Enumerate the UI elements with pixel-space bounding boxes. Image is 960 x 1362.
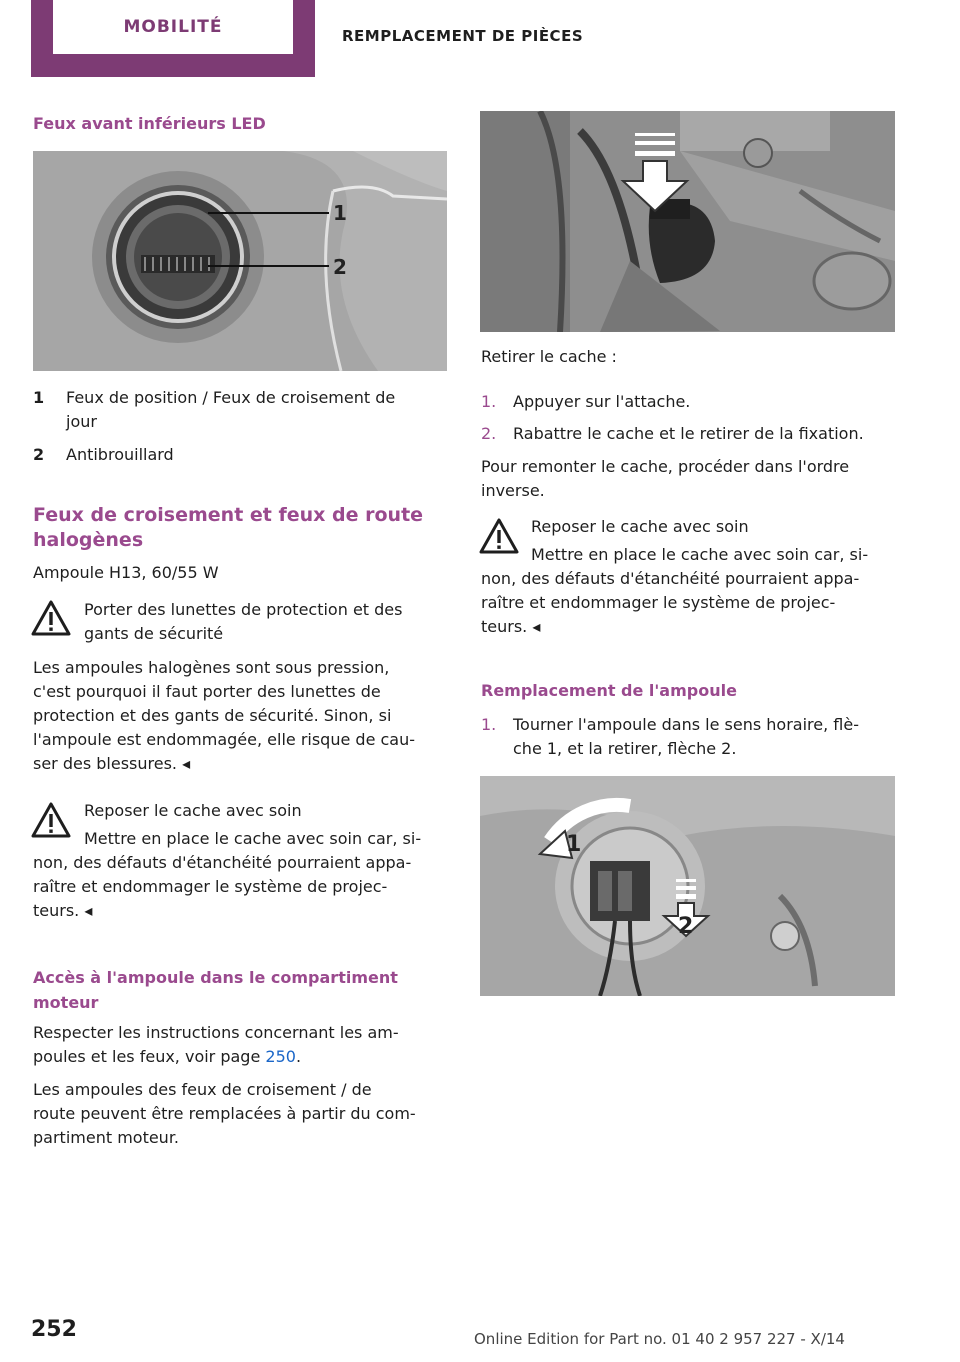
bulb-step1-line1: Tourner l'ampoule dans le sens horaire, flè‐ [513, 715, 859, 734]
para2-line: partiment moteur. [33, 1128, 180, 1147]
warning1-body [33, 656, 415, 776]
legend-text-1a: Feux de position / Feux de croisement de [66, 388, 396, 407]
warning2-body-line: non, des défauts d'étanchéité pourraient appa‐ [33, 853, 412, 872]
para2-line: Les ampoules des feux de croisement / de [33, 1080, 372, 1099]
chapter-title: MOBILITÉ [53, 0, 293, 54]
led-light-illustration [33, 151, 447, 371]
legend-text-1b: jour [66, 412, 97, 431]
engine-compartment-illustration [480, 111, 895, 332]
fig1-callout-1: 1 [333, 201, 347, 225]
para1-prefix: poules et les feux, voir page [33, 1047, 266, 1066]
warning-triangle-icon [479, 518, 519, 554]
para2 [33, 1078, 416, 1150]
bulb-spec: Ampoule H13, 60/55 W [33, 563, 219, 582]
access-heading-line2: moteur [33, 993, 99, 1012]
para1-suffix: . [295, 1047, 302, 1066]
right-warning-body-line: non, des défauts d'étanchéité pourraient appa‐ [481, 569, 860, 588]
halogen-heading-line2: halogènes [33, 529, 144, 551]
warning1-body-line: c'est pourquoi il faut porter des lunettes de [33, 682, 381, 701]
warning1-body-line: ser des blessures. ◂ [33, 754, 191, 773]
engine-compartment-figure [480, 111, 895, 332]
bulb-step1-num: 1. [481, 715, 497, 734]
led-heading: Feux avant inférieurs LED [33, 114, 266, 133]
chapter-tab [31, 0, 315, 77]
fig1-callout-2: 2 [333, 255, 347, 279]
warning1-body-line: protection et des gants de sécurité. Sinon, si [33, 706, 392, 725]
legend-num-2: 2 [33, 445, 45, 464]
step1-text: Appuyer sur l'attache. [513, 392, 691, 411]
para1-line1: Respecter les instructions concernant les am‐ [33, 1023, 399, 1042]
step2-num: 2. [481, 424, 497, 443]
right-warning-body-line: raître et endommager le système de projec‐ [481, 593, 836, 612]
reinstall-line: Pour remonter le cache, procéder dans l'ordre [481, 457, 850, 476]
right-warning-body-first: Mettre en place le cache avec soin car, si‐ [531, 545, 869, 564]
right-warning-body-line: teurs. ◂ [481, 617, 541, 636]
access-heading-line1: Accès à l'ampoule dans le compartiment [33, 968, 398, 987]
warning1-title-line1: Porter des lunettes de protection et des [84, 600, 403, 619]
warning2-body-first: Mettre en place le cache avec soin car, si‐ [84, 829, 422, 848]
warning1-body-line: l'ampoule est endommagée, elle risque de cau‐ [33, 730, 416, 749]
warning2-title: Reposer le cache avec soin [84, 801, 302, 820]
bulb-step1-text [513, 713, 859, 761]
warning2-body-line: teurs. ◂ [33, 901, 93, 920]
bulb-replacement-figure [480, 776, 895, 996]
halogen-heading [33, 503, 423, 553]
warning1-body-line: Les ampoules halogènes sont sous pression, [33, 658, 390, 677]
page-number: 252 [31, 1317, 77, 1342]
led-light-figure [33, 151, 447, 371]
right-warning-title: Reposer le cache avec soin [531, 517, 749, 536]
right-warning-body [481, 567, 859, 639]
edition-footer: Online Edition for Part no. 01 40 2 957 227 - X/14 [474, 1330, 845, 1348]
remove-intro: Retirer le cache : [481, 347, 617, 366]
reinstall-line: inverse. [481, 481, 545, 500]
warning-triangle-icon [31, 802, 71, 838]
bulb-step1-line2: che 1, et la retirer, flèche 2. [513, 739, 737, 758]
para1 [33, 1021, 399, 1069]
bulb-replacement-heading: Remplacement de l'ampoule [481, 681, 737, 700]
bulb-replacement-illustration [480, 776, 895, 996]
legend-text-2: Antibrouillard [66, 445, 174, 464]
page-link-250[interactable]: 250 [265, 1047, 296, 1066]
access-heading [33, 965, 398, 1015]
warning1-title-line2: gants de sécurité [84, 624, 224, 643]
warning2-body-line: raître et endommager le système de projec‐ [33, 877, 388, 896]
step1-num: 1. [481, 392, 497, 411]
reinstall-text [481, 455, 849, 503]
fig3-callout-2: 2 [678, 914, 694, 939]
section-title: REMPLACEMENT DE PIÈCES [342, 27, 584, 45]
para1-line2 [33, 1045, 399, 1069]
halogen-heading-line1: Feux de croisement et feux de route [33, 504, 424, 526]
legend-num-1: 1 [33, 388, 45, 407]
para2-line: route peuvent être remplacées à partir du com‐ [33, 1104, 416, 1123]
step2-text: Rabattre le cache et le retirer de la fixation. [513, 424, 864, 443]
warning-triangle-icon [31, 600, 71, 636]
fig3-callout-1: 1 [566, 832, 582, 857]
warning2-body [33, 851, 411, 923]
